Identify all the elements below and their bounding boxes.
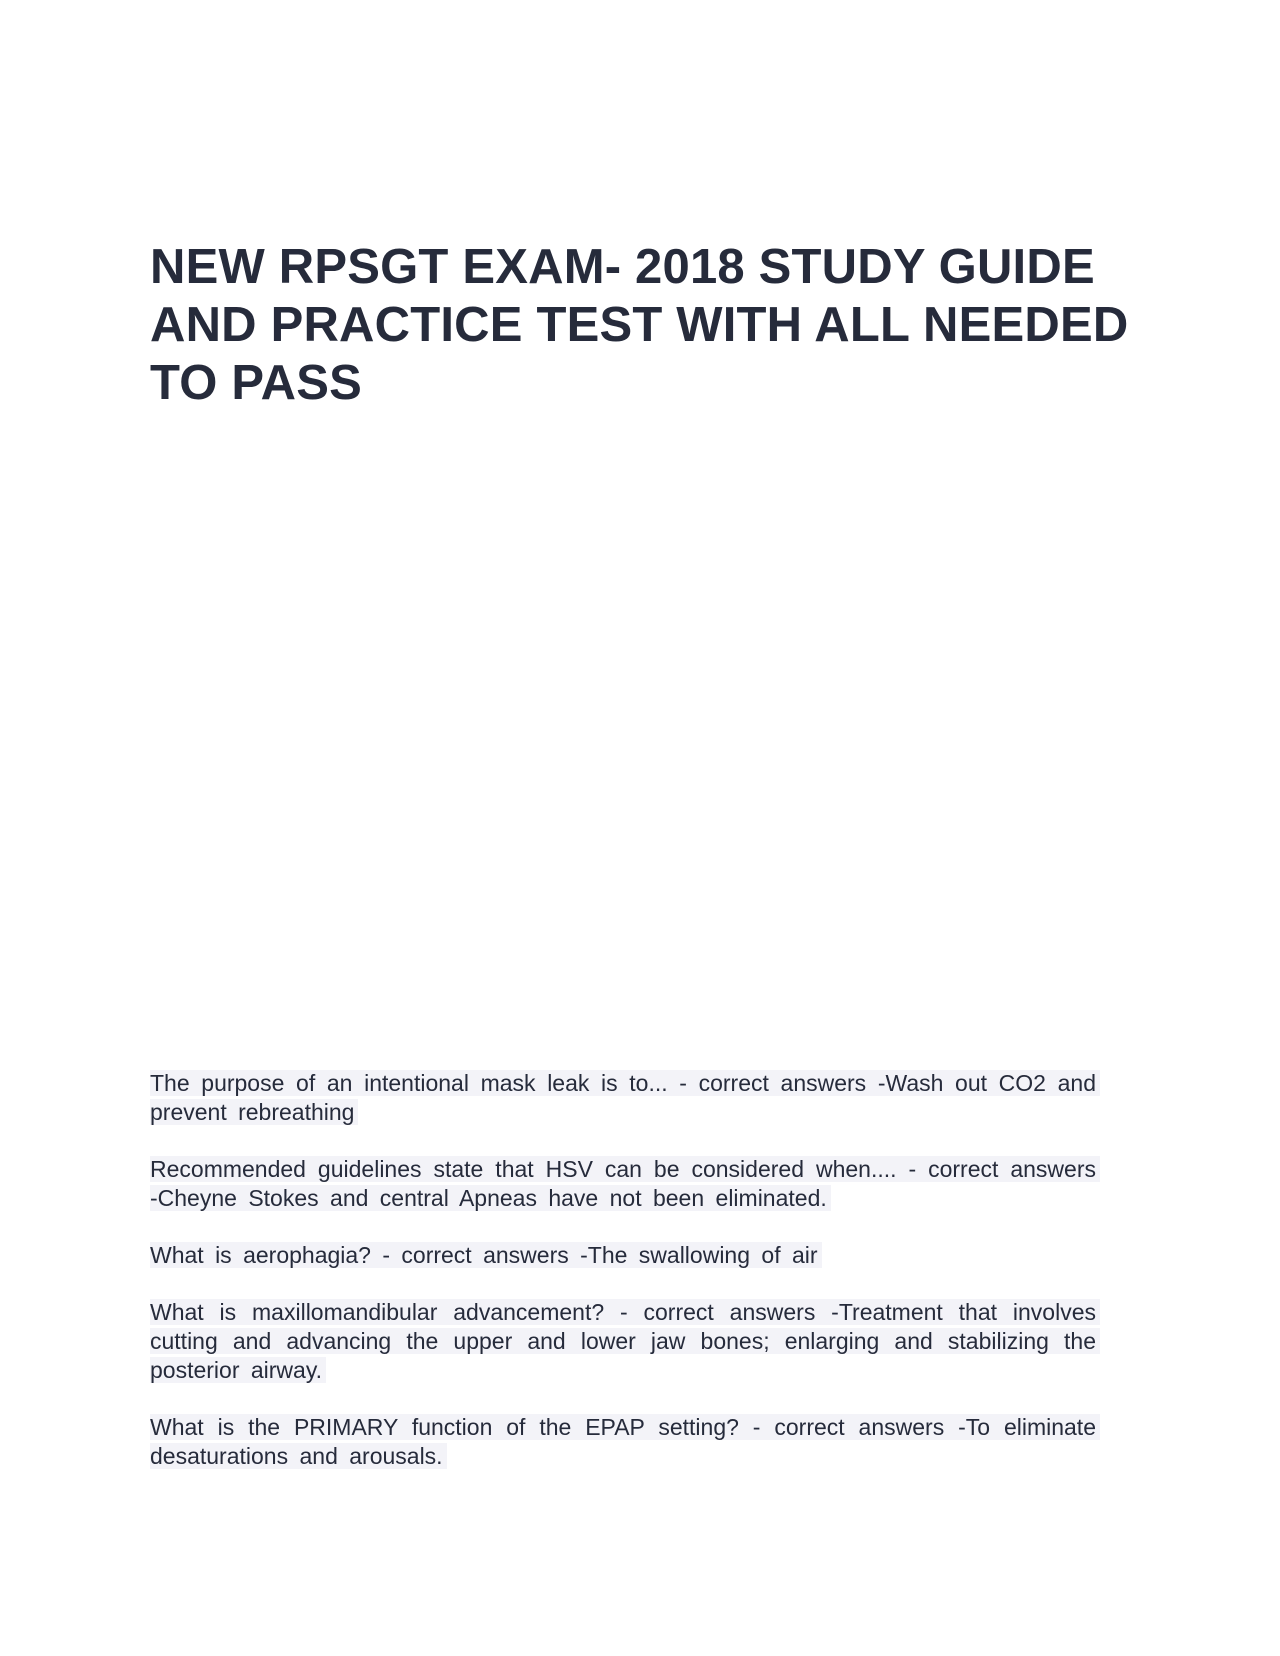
qa-item: [150, 1241, 1100, 1270]
qa-text: Recommended guidelines state that HSV can be considered when.... - correct answers -Cheyne Stokes and central Apneas have not been eliminated.: [150, 1156, 1100, 1211]
document-title: NEW RPSGT EXAM- 2018 STUDY GUIDE AND PRACTICE TEST WITH ALL NEEDED TO PASS: [150, 240, 1129, 410]
qa-text: What is the PRIMARY function of the EPAP setting? - correct answers -To eliminate desaturations and arousals.: [150, 1414, 1100, 1469]
qa-text: What is aerophagia? - correct answers -The swallowing of air: [150, 1242, 822, 1268]
qa-item: [150, 1155, 1100, 1213]
qa-list: [150, 1069, 1100, 1499]
qa-item: [150, 1298, 1100, 1385]
qa-item: [150, 1069, 1100, 1127]
qa-text: What is maxillomandibular advancement? - correct answers -Treatment that involves cutting and advancing the upper and lower jaw bones; enlarging and stabilizing the posterior airway.: [150, 1299, 1100, 1383]
qa-item: [150, 1413, 1100, 1471]
qa-text: The purpose of an intentional mask leak is to... - correct answers -Wash out CO2 and prevent rebreathing: [150, 1070, 1100, 1125]
